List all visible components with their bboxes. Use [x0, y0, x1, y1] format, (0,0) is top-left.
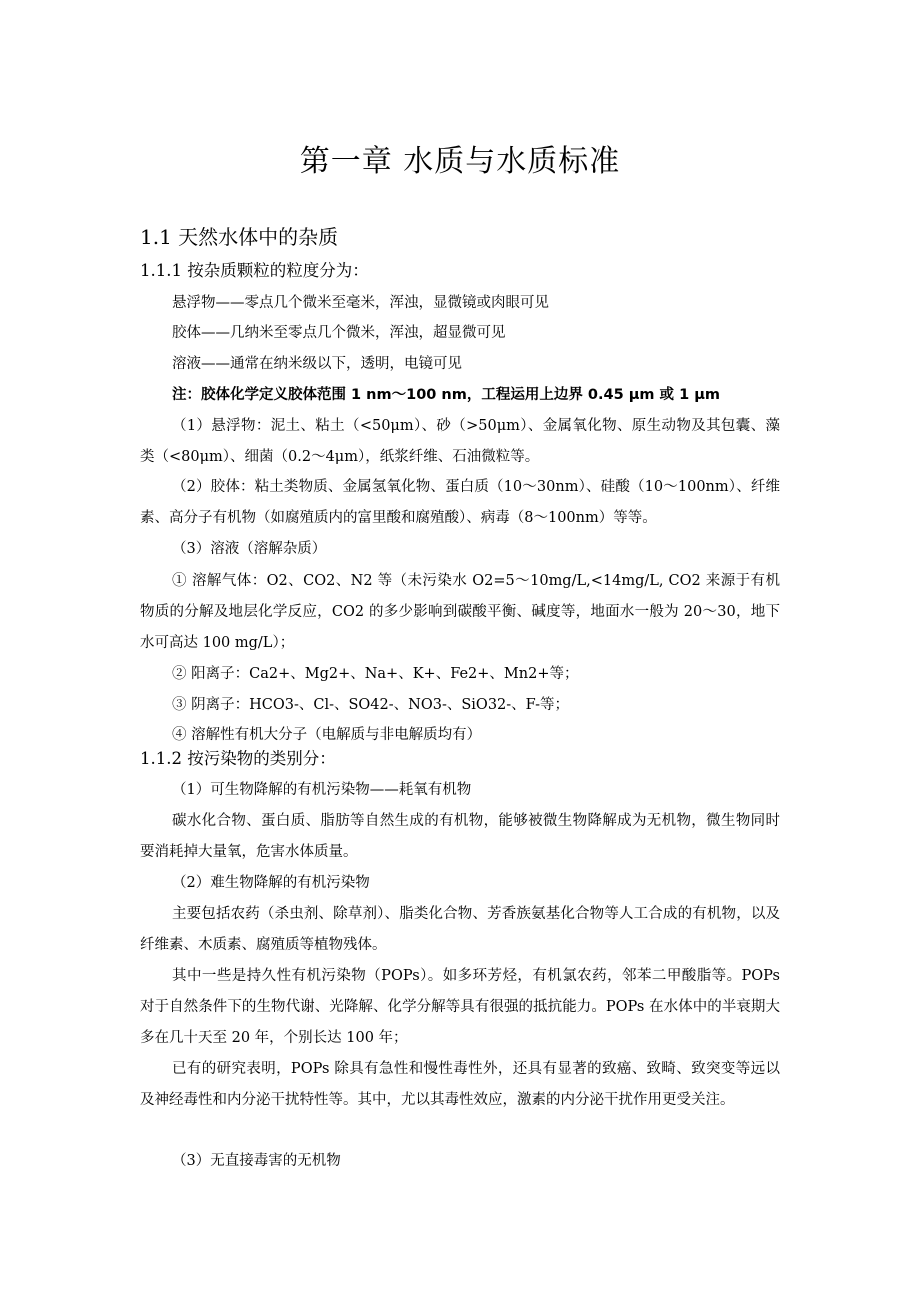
- paragraph-pops: 其中一些是持久性有机污染物（POPs）。如多环芳烃，有机氯农药，邻苯二甲酸脂等。POPs 对于自然条件下的生物代谢、光降解、化学分解等具有很强的抵抗能力。POPs 在水体中的半衰期大多在几十天至 20 年，个别长达 100 年；: [140, 968, 780, 1046]
- section-heading-1-1: 1.1 天然水体中的杂质: [140, 225, 339, 249]
- category-biodegradable: （1）可生物降解的有机污染物——耗氧有机物: [172, 782, 472, 798]
- paragraph-suspended: （1）悬浮物：泥土、粘土（<50μm）、砂（>50μm）、金属氧化物、原生动物及其包囊、藻类（<80μm）、细菌（0.2～4μm），纸浆纤维、石油微粒等。: [140, 418, 780, 465]
- chapter-title: 第一章 水质与水质标准: [299, 144, 621, 179]
- subsection-heading-1-1-2: 1.1.2 按污染物的类别分：: [140, 749, 336, 768]
- category-biodegradable-description: 碳水化合物、蛋白质、脂肪等自然生成的有机物，能够被微生物降解成为无机物，微生物同时要消耗掉大量氧，危害水体质量。: [140, 813, 780, 860]
- item-dissolved-gas: ① 溶解气体：O2、CO2、N2 等（未污染水 O2=5～10mg/L,<14mg/L, CO2 来源于有机物质的分解及地层化学反应，CO2 的多少影响到碳酸平衡、碱度等，地面水一般为 20～30，地下水可高达 100 mg/L）；: [140, 573, 780, 651]
- item-organic-macromolecules: ④ 溶解性有机大分子（电解质与非电解质均有）: [172, 727, 482, 743]
- line-suspended-matter: 悬浮物——零点几个微米至毫米，浑浊，显微镜或肉眼可见: [172, 295, 549, 311]
- paragraph-research: 已有的研究表明，POPs 除具有急性和慢性毒性外，还具有显著的致癌、致畸、致突变等远以及神经毒性和内分泌干扰特性等。其中，尤以其毒性效应，激素的内分泌干扰作用更受关注。: [140, 1061, 780, 1108]
- category-refractory: （2）难生物降解的有机污染物: [172, 875, 370, 891]
- item-cations: ② 阳离子：Ca2+、Mg2+、Na+、K+、Fe2+、Mn2+等；: [172, 666, 579, 682]
- category-refractory-description: 主要包括农药（杀虫剂、除草剂）、脂类化合物、芳香族氨基化合物等人工合成的有机物，以及纤维素、木质素、腐殖质等植物残体。: [140, 906, 780, 953]
- line-colloid: 胶体——几纳米至零点几个微米，浑浊，超显微可见: [172, 325, 506, 341]
- category-inorganic: （3）无直接毒害的无机物: [172, 1153, 341, 1169]
- note-colloid-range: 注：胶体化学定义胶体范围 1 nm～100 nm，工程运用上边界 0.45 μm 或 1 μm: [172, 387, 721, 403]
- paragraph-solution: （3）溶液（溶解杂质）: [172, 541, 327, 557]
- subsection-heading-1-1-1: 1.1.1 按杂质颗粒的粒度分为：: [140, 261, 369, 280]
- line-solution: 溶液——通常在纳米级以下，透明，电镜可见: [172, 356, 462, 372]
- item-anions: ③ 阴离子：HCO3-、Cl-、SO42-、NO3-、SiO32-、F-等；: [172, 697, 569, 713]
- paragraph-colloid: （2）胶体：粘土类物质、金属氢氧化物、蛋白质（10～30nm）、硅酸（10～100nm）、纤维素、高分子有机物（如腐殖质内的富里酸和腐殖酸）、病毒（8～100nm）等等。: [140, 479, 780, 526]
